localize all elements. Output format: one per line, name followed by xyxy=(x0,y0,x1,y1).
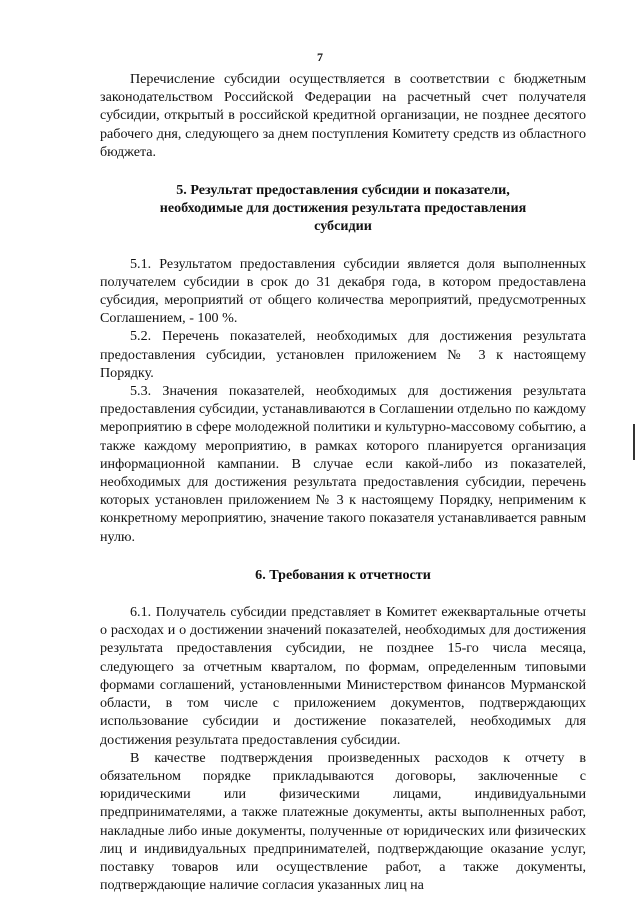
section-6-heading: 6. Требования к отчетности xyxy=(255,566,431,583)
paragraph-6-1: 6.1. Получатель субсидии представляет в Комитет ежеквартальные отчеты о расходах и о достижении значений показателей, необходимых для достижения результата предоставления субсидии, не позднее 15-го числа месяца, следующего за отчетным кварталом, по формам, определенным типовыми формами соглашений, установленными Министерством финансов Мурманской области, в том числе с приложением документов, подтверждающих использование субсидии и достижение показателей, необходимых для достижения результата предоставления субсидии. xyxy=(100,604,586,748)
paragraph-5-3: 5.3. Значения показателей, необходимых для достижения результата предоставления субсидии, устанавливаются в Соглашении отдельно по каждому мероприятию в сфере молодежной политики и культурно-массовому событию, а также каждому мероприятию, в рамках которого планируется организация информационной кампании. В случае если какой-либо из показателей, необходимых для достижения результата предоставления субсидии, перечень которых установлен приложением № 3 к настоящему Порядку, неприменим к конкретному мероприятию, значение такого показателя устанавливается равным нулю. xyxy=(100,383,586,545)
page-content xyxy=(100,70,586,894)
paragraph-6-confirmation: В качестве подтверждения произведенных расходов к отчету в обязательном порядке прикладываются договоры, заключенные с юридическими или физическими лицами, индивидуальными предпринимателями, а также платежные документы, акты выполненных работ, накладные либо иные документы, полученные от юридических или физических лиц и индивидуальных предпринимателей, подтверждающие оказание услуг, поставку товаров или осуществление работ, а также документы, подтверждающие наличие согласия указанных лиц на xyxy=(100,749,586,894)
paragraph-payment-transfer: Перечисление субсидии осуществляется в соответствии с бюджетным законодательством Российской Федерации на расчетный счет получателя субсидии, открытый в российской кредитной организации, не позднее десятого рабочего дня, следующего за днем поступления Комитету средств из областного бюджета. xyxy=(100,71,586,160)
scan-edge-mark xyxy=(633,424,635,460)
paragraph-5-2: 5.2. Перечень показателей, необходимых для достижения результата предоставления субсидии, установлен приложением № 3 к настоящему Порядку. xyxy=(100,328,586,381)
page-number: 7 xyxy=(317,50,323,64)
section-5-heading-line: субсидии xyxy=(314,218,372,235)
section-5-heading-line: необходимые для достижения результата предоставления xyxy=(159,200,527,217)
section-5-heading xyxy=(100,181,586,236)
section-5-heading-line: 5. Результат предоставления субсидии и показатели, xyxy=(176,182,510,199)
paragraph-5-1: 5.1. Результатом предоставления субсидии является доля выполненных получателем субсидии в срок до 31 декабря года, в котором предоставлена субсидия, мероприятий от общего количества мероприятий, предусмотренных Соглашением, - 100 %. xyxy=(100,255,586,327)
